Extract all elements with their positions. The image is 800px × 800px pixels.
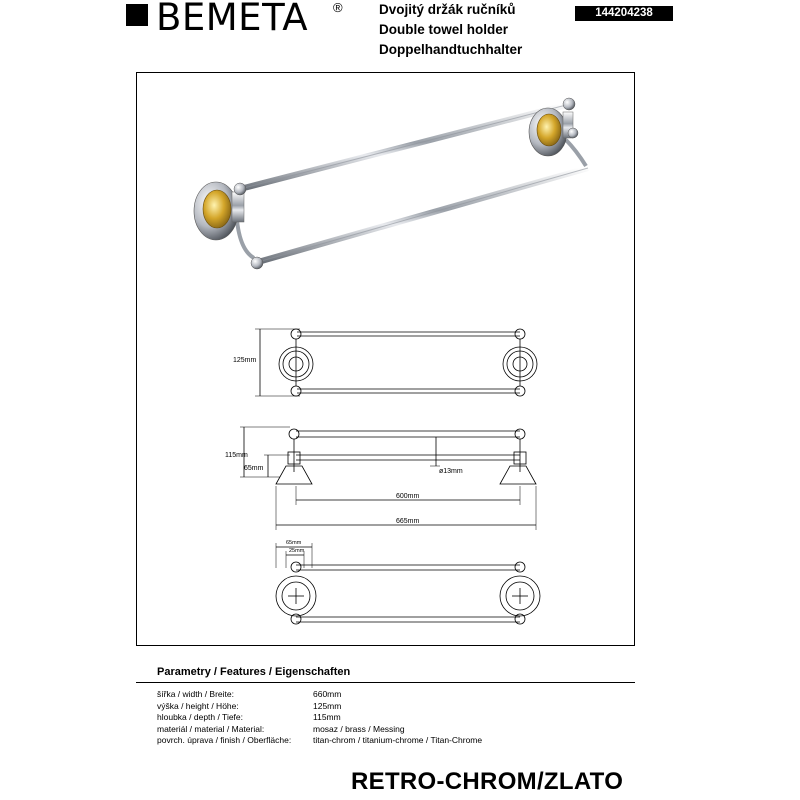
product-code: 144204238 bbox=[575, 6, 673, 21]
dim-height-top: 125mm bbox=[233, 357, 257, 364]
feature-value: mosaz / brass / Messing bbox=[313, 723, 405, 734]
dim-bar-length: 600mm bbox=[396, 493, 420, 500]
feature-value: 660mm bbox=[313, 689, 342, 699]
feature-label: materiál / material / Material: bbox=[157, 723, 265, 734]
dim-base-inner: 25mm bbox=[289, 548, 305, 554]
feature-row bbox=[157, 701, 637, 713]
feature-value: titan-chrom / titanium-chrome / Titan-Chrome bbox=[313, 735, 483, 746]
dim-total-length: 665mm bbox=[396, 518, 420, 525]
feature-label: hloubka / depth / Tiefe: bbox=[157, 712, 244, 723]
feature-label: povrch. úprava / finish / Oberfläche: bbox=[157, 735, 292, 746]
feature-label: výška / height / Höhe: bbox=[157, 700, 239, 711]
brand-name: BEMETA bbox=[156, 0, 309, 39]
front-view-drawing bbox=[276, 543, 540, 624]
registered-mark: ® bbox=[333, 0, 343, 15]
top-view-drawing bbox=[255, 329, 537, 396]
dim-wall-side: 65mm bbox=[244, 465, 264, 472]
features-divider bbox=[136, 682, 635, 683]
finish-name: RETRO-CHROM/ZLATO bbox=[351, 768, 624, 795]
side-view-drawing bbox=[240, 427, 536, 530]
dim-base-outer: 65mm bbox=[286, 540, 302, 546]
features-table bbox=[157, 689, 637, 747]
feature-row bbox=[157, 712, 637, 724]
product-photo bbox=[194, 98, 588, 269]
feature-value: 115mm bbox=[313, 712, 341, 723]
title-cz: Dvojitý držák ručníků bbox=[379, 2, 516, 17]
features-heading: Parametry / Features / Eigenschaften bbox=[157, 666, 351, 678]
feature-row bbox=[157, 689, 637, 701]
dim-height-side: 115mm bbox=[225, 452, 248, 459]
title-en: Double towel holder bbox=[379, 22, 509, 37]
dim-diameter: ø13mm bbox=[439, 468, 463, 475]
feature-row bbox=[157, 724, 637, 736]
feature-label: šířka / width / Breite: bbox=[157, 689, 234, 699]
feature-row bbox=[157, 735, 637, 747]
title-de: Doppelhandtuchhalter bbox=[379, 42, 523, 57]
feature-value: 125mm bbox=[313, 700, 342, 711]
